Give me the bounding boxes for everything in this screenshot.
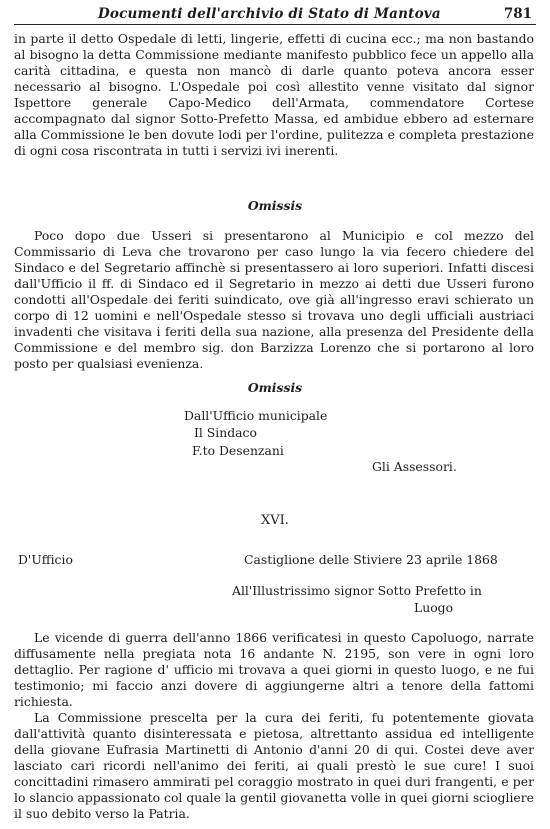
section-number: XVI.: [261, 513, 289, 528]
letter-paragraph: Le vicende di guerra dell'anno 1866 verificatesi in questo Capoluogo, narrate diffusamente nella pregiata nota 16 andante N. 2195, son vere in ogni loro dettaglio. Per ragione d' ufficio mi trovava a quei giorni in questo luogo, e ne fui testimonio; mi faccio anzi dovere di aggiungerne altri a tenore della fattomi richiesta.: [14, 630, 534, 709]
letter-paragraph: La Commissione prescelta per la cura dei feriti, fu potentemente giovata dall'attività quanto disinteressata e pietosa, altrettanto assidua ed intelligente della giovane Eufrasia Martinetti di Antonio d'anni 20 di qui. Costei deve aver lasciato cari ricordi nell'animo dei feriti, ai quali prestò le sue cure! I suoi concittadini rimasero ammirati pel coraggio mostrato in quei duri frangenti, e per lo slancio appassionato col quale la gentil giovanetta volle in quei giorni sciogliere il suo debito verso la Patria.: [14, 710, 534, 821]
paragraph-text: in parte il detto Ospedale di letti, lingerie, effetti di cucina ecc.; ma non bastando al bisogno la detta Commissione mediante manifesto pubblico fece un appello alla carità cittadina, e questa non mancò di darle quanto poteva ancora esser necessario al bisogno. L'Ospedale poi così allestito venne visitato dal signor Ispettore generale Capo-Medico dell'Armata, commendatore Cortese accompagnato dal signor Sotto-Prefetto Massa, ed ambidue ebbero ad esternare alla Commissione le ben dovute lodi per l'ordine, pulitezza e completa prestazione di ogni cosa riscontrata in tutti i servizi ivi inerenti.: [14, 31, 534, 158]
signature-name: F.to Desenzani: [192, 443, 284, 458]
page-number: 781: [503, 6, 532, 22]
paragraph-continued: [14, 31, 534, 159]
paragraph-text: Poco dopo due Usseri si presentarono al Municipio e col mezzo del Commissario di Leva che trovarono per caso lungo la via fecero chiedere del Sindaco e del Segretario affinchè si presentassero ai loro superiori. Infatti discesi dall'Ufficio il ff. di Sindaco ed il Segretario in mezzo ai detti due Usseri furono condotti all'Ospedale dei feriti suindicato, ove già all'ingresso eravi schierato un corpo di 12 uomini e nell'Ospedale stesso si trovava uno degli ufficiali austriaci invadenti che visitava i feriti della sua nazione, alla presenza del Presidente della Commissione e del membro sig. don Barzizza Lorenzo che si portarono al loro posto per qualsiasi evenienza.: [14, 228, 534, 371]
letter-place-date: Castiglione delle Stiviere 23 aprile 1868: [244, 552, 498, 567]
letter-body: [14, 630, 534, 822]
omissis-marker: Omissis: [247, 380, 303, 395]
omissis-marker: Omissis: [247, 198, 303, 213]
paragraph-usseri: [14, 228, 534, 372]
letter-addressee-place: Luogo: [414, 600, 454, 615]
letter-addressee: All'Illustrissimo signor Sotto Prefetto in: [232, 583, 482, 598]
signature-office: Dall'Ufficio municipale: [184, 408, 328, 423]
header-title: Documenti dell'archivio di Stato di Mantova: [98, 6, 441, 22]
running-header: [14, 6, 536, 25]
letter-from: D'Ufficio: [18, 552, 73, 567]
signature-sindaco: Il Sindaco: [194, 425, 257, 440]
signature-assessori: Gli Assessori.: [372, 459, 457, 474]
